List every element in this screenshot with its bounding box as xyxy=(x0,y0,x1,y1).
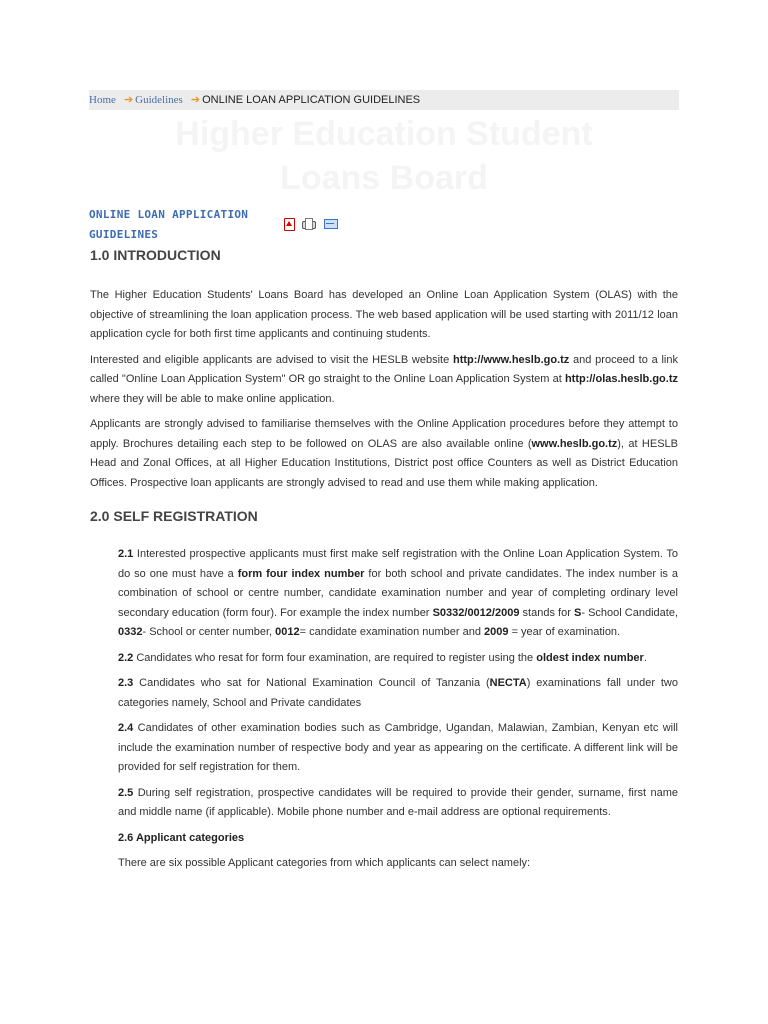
text-span: where they will be able to make online application. xyxy=(90,392,335,405)
text-span: Candidates of other examination bodies such as Cambridge, Ugandan, Malawian, Zambian, Kenyan etc will include the examination number of respective body and year as appearing on the certificate. A different link will be provided for self registration for them. xyxy=(118,722,678,773)
text-span: Candidates who resat for form four examination, are required to register using the xyxy=(133,651,537,664)
text-span: for both school and private candidates. The index number is a combination of school or centre number, candidate examination number and year of completing ordinary level secondary education (form four). For example the index number xyxy=(118,567,679,619)
intro-paragraph-2 xyxy=(90,351,678,410)
section-number: 2.3 xyxy=(118,677,134,689)
text-span: Applicants are strongly advised to familiarise themselves with the Online Application procedures before they attempt to apply. Brochures detailing each step to be followed on OLAS are also available online ( xyxy=(90,418,678,450)
text-span: stands for xyxy=(519,606,574,619)
section-number: 2.1 xyxy=(118,548,134,560)
self-registration-heading: 2.0 SELF REGISTRATION xyxy=(90,508,258,524)
watermark-line-1: Higher Education Student xyxy=(175,115,593,153)
text-bold: 0332 xyxy=(118,626,143,638)
text-span: Interested and eligible applicants are advised to visit the HESLB website xyxy=(90,353,453,366)
section-number: 2.4 xyxy=(118,722,134,734)
self-registration-body xyxy=(118,545,678,880)
section-2-5 xyxy=(118,784,678,823)
section-number: 2.2 xyxy=(118,651,134,664)
text-span: and proceed to a link called "Online Loan Application System" OR go straight to the Online Loan Application System at xyxy=(90,353,678,385)
section-2-4 xyxy=(118,719,678,778)
intro-paragraph-3 xyxy=(90,415,678,493)
text-span: - School Candidate, xyxy=(581,606,678,619)
heslb-website-link[interactable]: http://www.heslb.go.tz xyxy=(452,353,570,366)
section-number: 2.5 xyxy=(118,786,134,799)
document-tools xyxy=(283,217,341,231)
arrow-right-icon: ➔ xyxy=(190,94,201,106)
text-span: During self registration, prospective candidates will be required to provide their gender, surname, first name and middle name (if applicable). Mobile phone number and e-mail address are optional requirements. xyxy=(118,786,678,818)
olas-website-link[interactable]: http://olas.heslb.go.tz xyxy=(564,373,678,385)
section-2-6-text: There are six possible Applicant categories from which applicants can select namely: xyxy=(118,857,531,869)
page-title xyxy=(89,205,269,245)
email-icon[interactable] xyxy=(324,217,338,230)
text-bold: form four index number xyxy=(237,567,365,580)
page-title-line-1: ONLINE LOAN APPLICATION xyxy=(89,208,249,221)
watermark-line-2: Loans Board xyxy=(280,159,488,197)
text-span: = year of examination. xyxy=(508,626,621,638)
subsection-heading: 2.6 Applicant categories xyxy=(118,831,245,844)
text-bold: S xyxy=(573,606,582,619)
text-bold: 2009 xyxy=(484,626,509,638)
pdf-icon[interactable] xyxy=(283,217,294,230)
text-bold: S0332/0012/2009 xyxy=(432,606,520,619)
text-span: . xyxy=(643,651,647,664)
text-span: Candidates who sat for National Examination Council of Tanzania ( xyxy=(133,677,490,689)
breadcrumb xyxy=(89,90,679,110)
watermark xyxy=(89,112,679,200)
text-bold: oldest index number xyxy=(536,651,644,664)
text-span: ) examinations fall under two categories namely, School and Private candidates xyxy=(118,677,678,709)
heslb-website-link[interactable]: www.heslb.go.tz xyxy=(531,437,618,450)
text-bold: 0012 xyxy=(275,626,300,638)
arrow-right-icon: ➔ xyxy=(123,94,134,106)
page-title-line-2: GUIDELINES xyxy=(89,228,159,241)
section-2-1 xyxy=(118,545,678,643)
section-2-6-heading xyxy=(118,829,678,849)
text-span: Interested prospective applicants must first make self registration with the Online Loan Application System. To do so one must have a xyxy=(118,548,678,580)
intro-body xyxy=(90,286,678,499)
text-span: ), at HESLB Head and Zonal Offices, at all Higher Education Institutions, District post office Counters as well as District Education Offices. Prospective loan applicants are strongly advised to read and use them while making application. xyxy=(90,437,678,489)
breadcrumb-guidelines-link[interactable]: Guidelines xyxy=(135,94,183,106)
text-span: - School or center number, xyxy=(142,626,276,638)
print-icon[interactable] xyxy=(301,217,316,230)
intro-heading: 1.0 INTRODUCTION xyxy=(90,247,221,263)
section-2-2 xyxy=(118,649,678,669)
breadcrumb-current: ONLINE LOAN APPLICATION GUIDELINES xyxy=(202,94,421,106)
section-2-3 xyxy=(118,674,678,713)
breadcrumb-home-link[interactable]: Home xyxy=(89,94,116,106)
text-bold: NECTA xyxy=(489,677,527,689)
intro-paragraph-1: The Higher Education Students' Loans Board has developed an Online Loan Application System (OLAS) with the objective of streamlining the loan application process. The web based application will be used starting with 2011/12 loan application cycle for both first time applicants and continuing students. xyxy=(90,289,678,340)
text-span: = candidate examination number and xyxy=(299,626,485,638)
